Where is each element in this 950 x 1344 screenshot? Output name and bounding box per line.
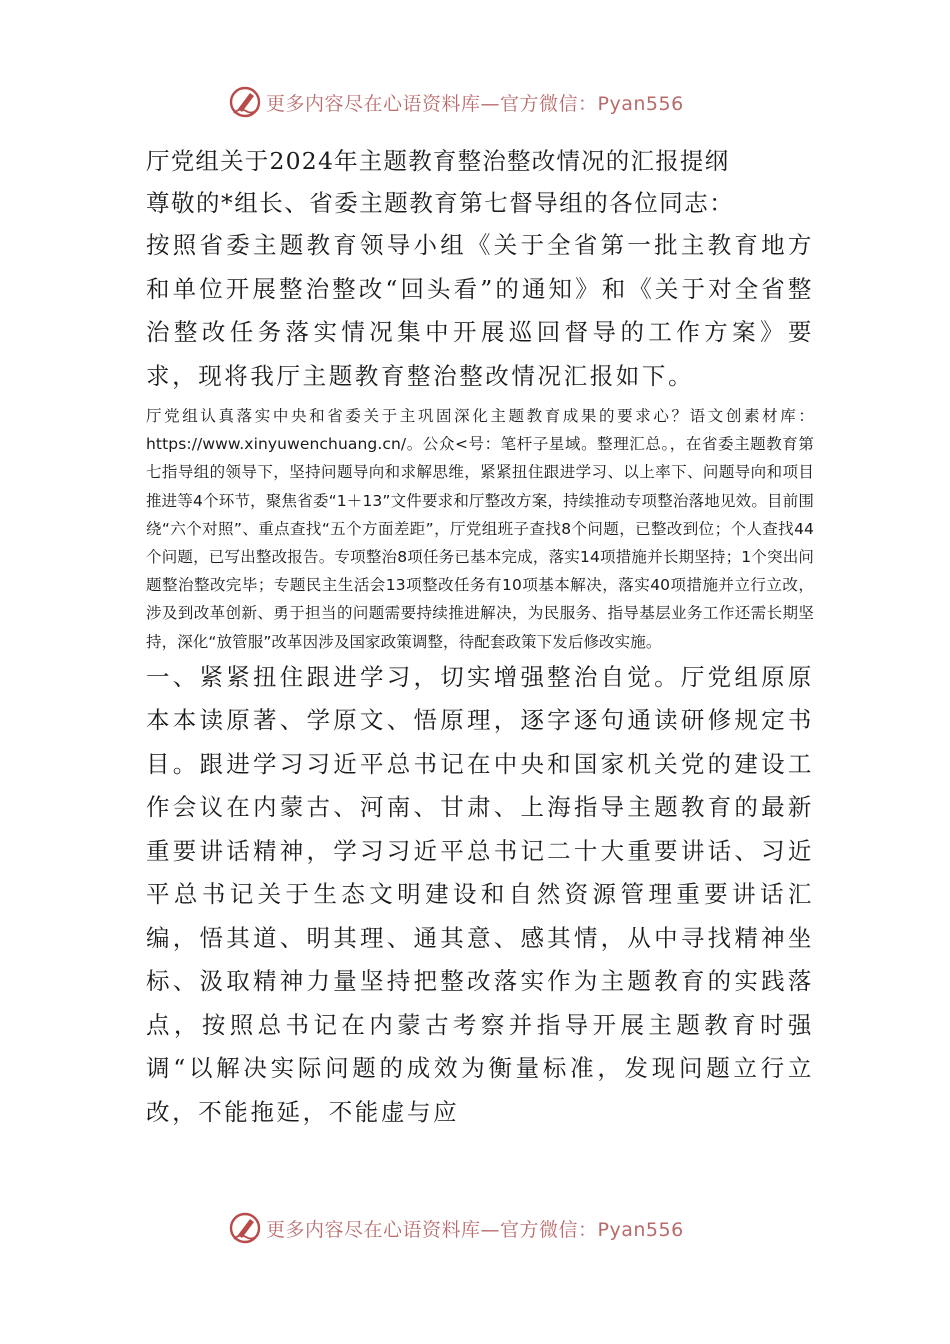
salutation: 尊敬的*组长、省委主题教育第七督导组的各位同志： [146, 189, 735, 217]
document-body [146, 140, 814, 1134]
pen-nib-circle-icon [228, 1211, 262, 1245]
document-title: 厅党组关于2024年主题教育整治整改情况的汇报提纲 [146, 147, 730, 175]
section-1-paragraph: 一、紧紧扭住跟进学习，切实增强整治自觉。厅党组原原本本读原著、学原文、悟原理，逐字逐句通读研修规定书目。跟进学习习近平总书记在中央和国家机关党的建设工作会议在内蒙古、河南、甘肃、上海指导主题教育的最新重要讲话精神，学习习近平总书记二十大重要讲话、习近平总书记关于生态文明建设和自然资源管理重要讲话汇编，悟其道、明其理、通其意、感其情，从中寻找精神坐标、汲取精神力量坚持把整改落实作为主题教育的实践落点，按照总书记在内蒙古考察并指导开展主题教育时强调“以解决实际问题的成效为衡量标准，发现问题立行立改，不能拖延，不能虚与应 [146, 662, 814, 1126]
intro-paragraph: 按照省委主题教育领导小组《关于全省第一批主教育地方和单位开展整治整改“回头看”的通知》和《关于对全省整治整改任务落实情况集中开展巡回督导的工作方案》要求，现将我厅主题教育整治整改情况汇报如下。 [146, 231, 814, 390]
pen-nib-circle-icon [228, 85, 262, 119]
banner-text: 更多内容尽在心语资料库—官方微信：Pyan556 [266, 92, 684, 115]
footer-banner [228, 1208, 728, 1248]
summary-paragraph: 厅党组认真落实中央和省委关于主巩固深化主题教育成果的要求心？语文创素材库：https://www.xinyuwenchuang.cn/。公众<号：笔杆子星域。整理汇总。，在省委主题教育第七指导组的领导下，坚持问题导向和求解思维，紧紧扭住跟进学习、以上率下、问题导向和项目推进等4个环节，聚焦省委“1＋13”文件要求和厅整改方案，持续推动专项整治落地见效。目前围绕“六个对照”、重点查找“五个方面差距”，厅党组班子查找8个问题，已整改到位；个人查找44个问题，已写出整改报告。专项整治8项任务已基本完成，落实14项措施并长期坚持；1个突出问题整治整改完毕；专题民主生活会13项整改任务有10项基本解决，落实40项措施并立行立改，涉及到改革创新、勇于担当的问题需要持续推进解决，为民服务、指导基层业务工作还需长期坚持，深化“放管服”改革因涉及国家政策调整，待配套政策下发后修改实施。 [146, 407, 814, 651]
header-banner [228, 82, 728, 122]
banner-text: 更多内容尽在心语资料库—官方微信：Pyan556 [266, 1218, 684, 1241]
